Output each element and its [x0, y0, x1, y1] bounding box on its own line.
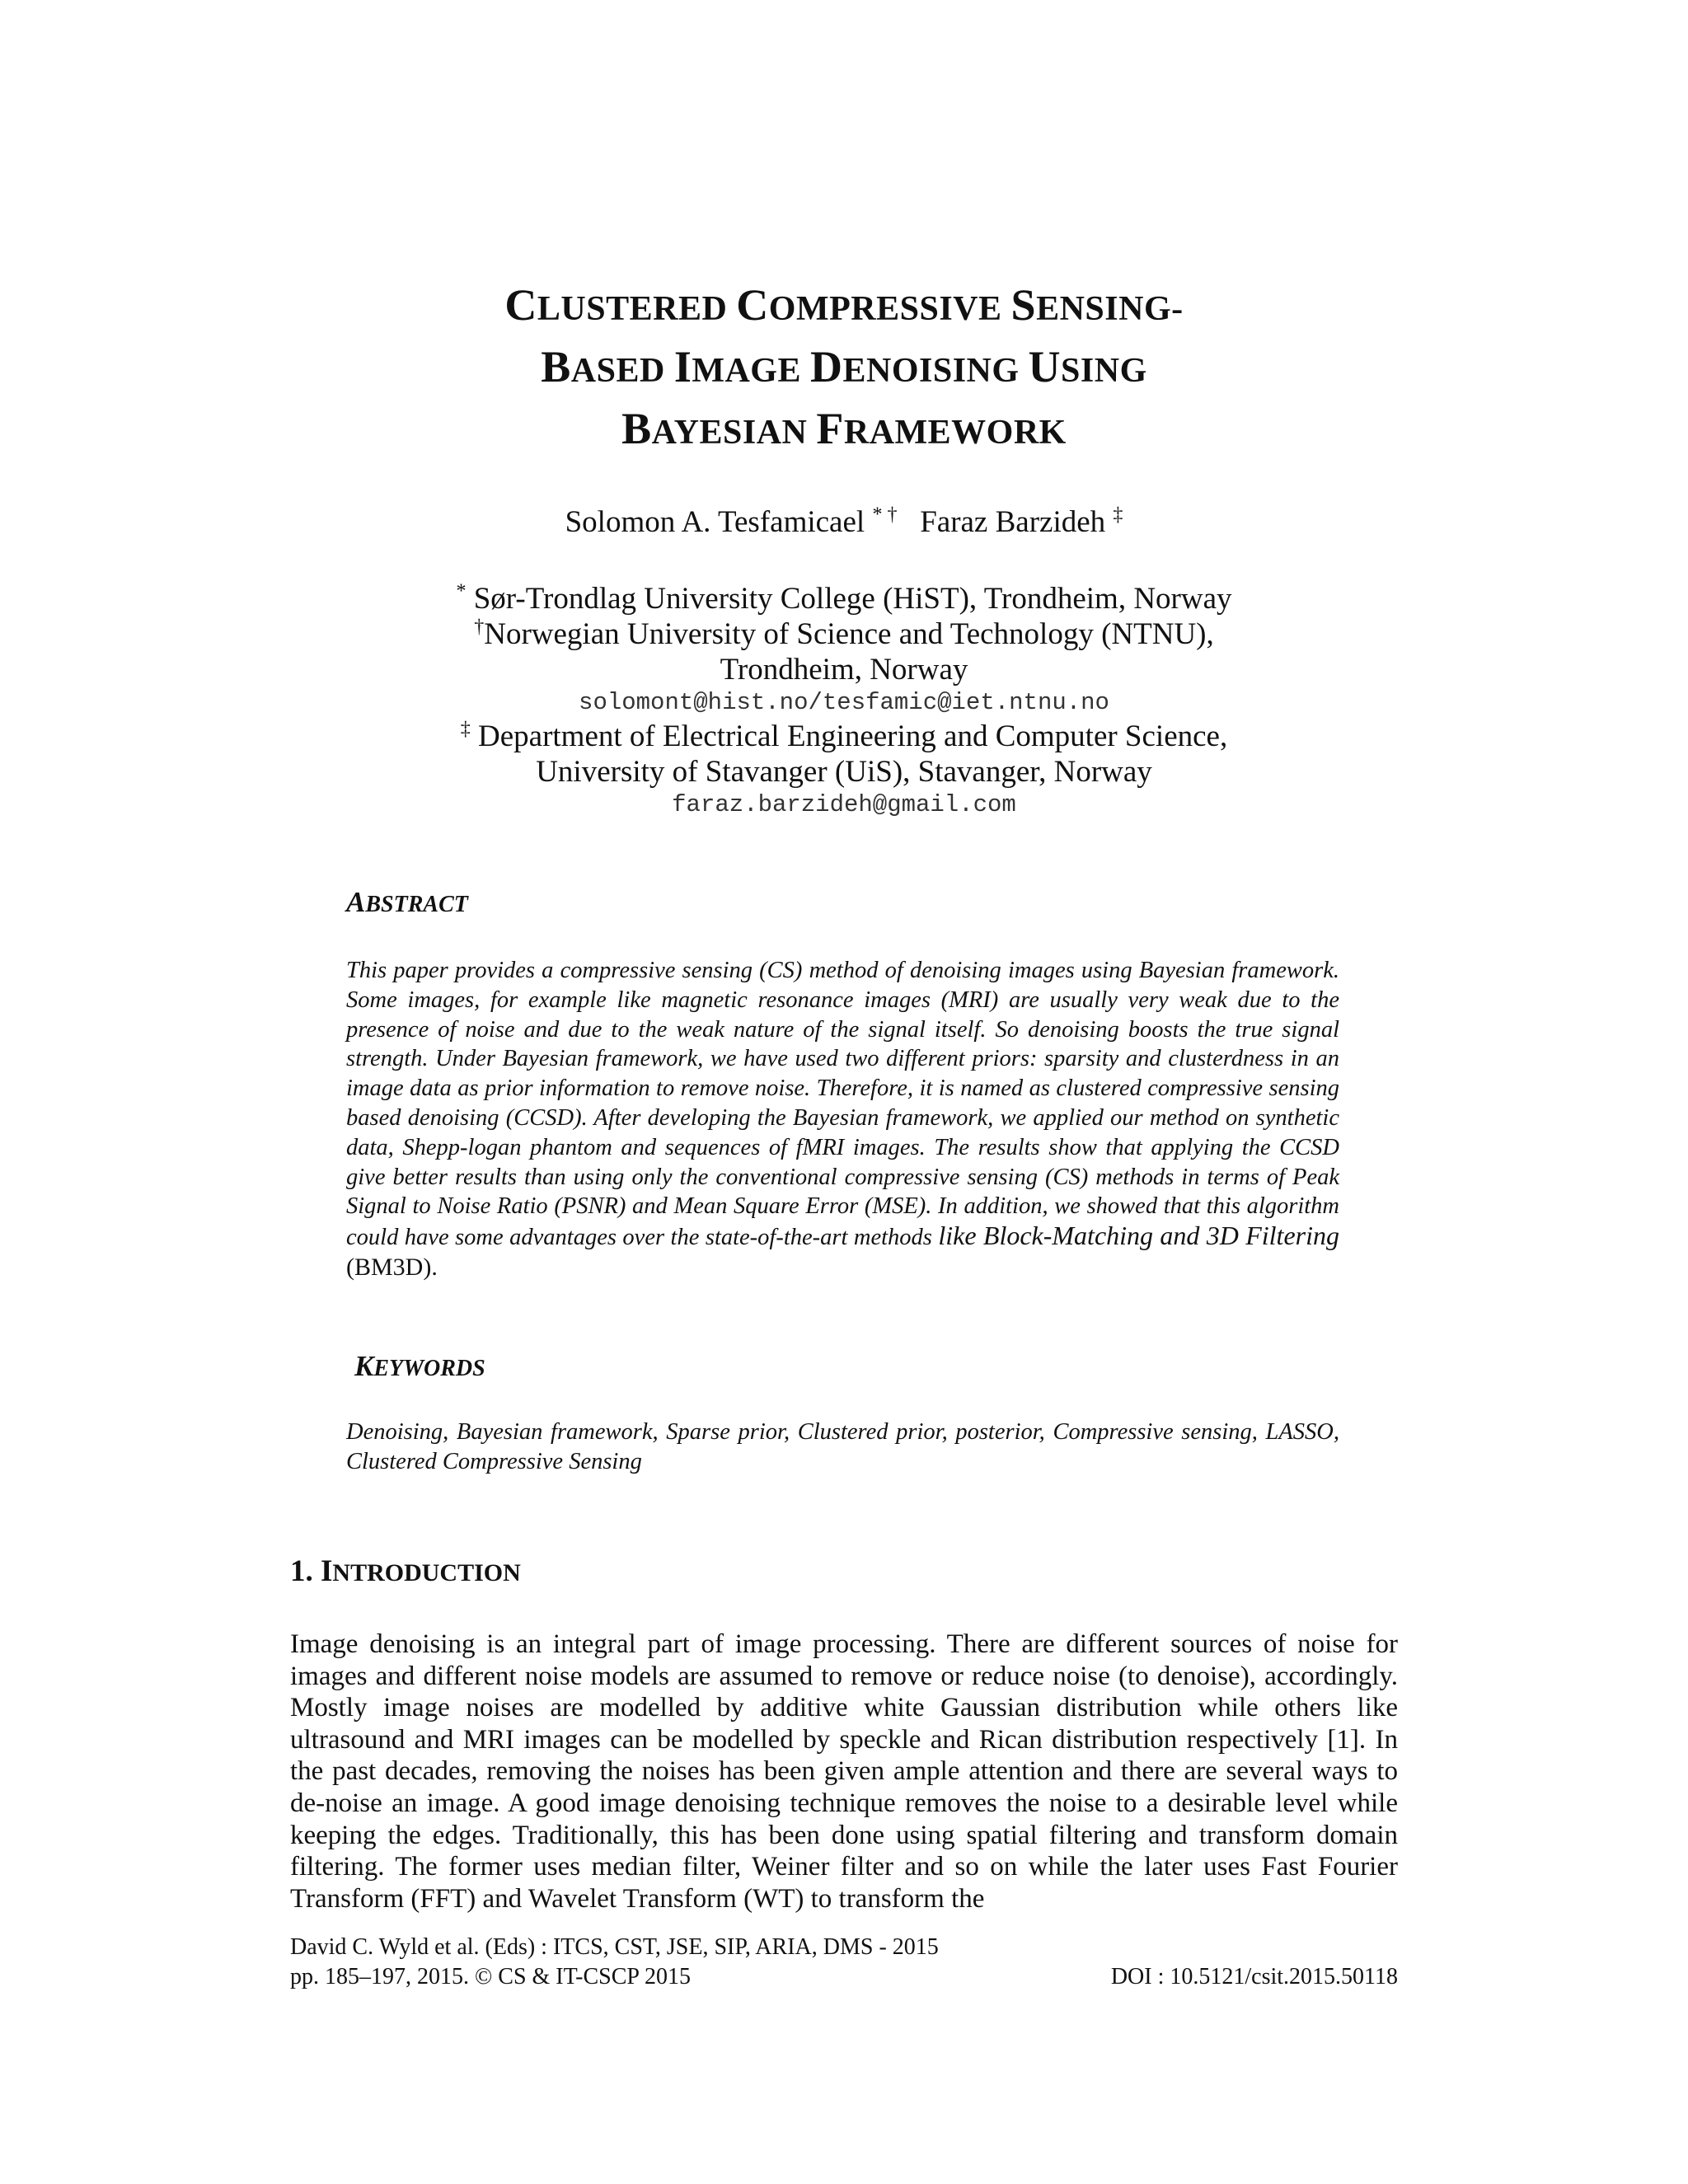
email-link[interactable]: faraz.barzideh@gmail.com: [672, 791, 1016, 818]
title-line-3: BAYESIAN FRAMEWORK: [621, 404, 1067, 453]
title-line-2: BASED IMAGE DENOISING USING: [541, 342, 1147, 391]
introduction-body: Image denoising is an integral part of image processing. There are different sources of noise for images and different noise models are assumed to remove or reduce noise (to denoise), accordingly. Mostly image noises are modelled by additive white Gaussian distribution while others like ultrasound and MRI images can be modelled by speckle and Rican distribution respectively [1]. In the past decades, removing the noises has been given ample attention and there are several ways to de-noise an image. A good image denoising technique removes the noise to a desirable level while keeping the edges. Traditionally, this has been done using spatial filtering and transform domain filtering. The former uses median filter, Weiner filter and so on while the later uses Fast Fourier Transform (FFT) and Wavelet Transform (WT) to transform the: [290, 1629, 1398, 1914]
footer-pages: pp. 185–197, 2015. © CS & IT-CSCP 2015: [290, 1964, 691, 1990]
page-footer: [290, 1933, 1398, 1992]
abstract-heading: ABSTRACT: [346, 886, 468, 918]
affiliation-3-line-2: University of Stavanger (UiS), Stavanger, Norway: [536, 755, 1152, 789]
title-line-1: CLUSTERED COMPRESSIVE SENSING-: [504, 280, 1184, 330]
affiliation-1: * Sør-Trondlag University College (HiST), Trondheim, Norway: [456, 580, 1232, 616]
keywords-heading: KEYWORDS: [354, 1350, 485, 1382]
author-marks: * †: [872, 504, 898, 526]
affiliations: [330, 581, 1358, 821]
email-link[interactable]: solomont@hist.no/tesfamic@iet.ntnu.no: [579, 689, 1109, 716]
section-heading-introduction: 1. INTRODUCTION: [290, 1554, 521, 1588]
paper-title: [288, 276, 1400, 462]
abstract-body: This paper provides a compressive sensing (CS) method of denoising images using Bayesian framework. Some images, for example like magnetic resonance images (MRI) are usually very weak due to the presence of noise and due to the weak nature of the signal itself. So denoising boosts the true signal strength. Under Bayesian framework, we have used two different priors: sparsity and clusterdness in an image data as prior information to remove noise. Therefore, it is named as clustered compressive sensing based denoising (CCSD). After developing the Bayesian framework, we applied our method on synthetic data, Shepp-logan phantom and sequences of fMRI images. The results show that applying the CCSD give better results than using only the conventional compressive sensing (CS) methods in terms of Peak Signal to Noise Ratio (PSNR) and Mean Square Error (MSE). In addition, we showed that this algorithm could have some advantages over the state-of-the-art methods like Block-Matching and 3D Filtering (BM3D).: [346, 958, 1339, 1281]
author-marks: ‡: [1113, 504, 1123, 526]
affiliation-2: †Norwegian University of Science and Technology (NTNU),: [474, 616, 1214, 651]
affiliation-3: ‡ Department of Electrical Engineering and Computer Science,: [460, 718, 1228, 753]
author-name: Faraz Barzideh: [920, 505, 1106, 539]
affiliation-2-city: Trondheim, Norway: [720, 653, 968, 687]
footer-doi[interactable]: DOI : 10.5121/csit.2015.50118: [1110, 1964, 1398, 1990]
author-name: Solomon A. Tesfamicael: [565, 505, 865, 539]
footer-proceedings: David C. Wyld et al. (Eds) : ITCS, CST, JSE, SIP, ARIA, DMS - 2015: [290, 1934, 939, 1960]
author-line: [330, 504, 1358, 540]
keywords-body: Denoising, Bayesian framework, Sparse prior, Clustered prior, posterior, Compressive sensing, LASSO, Clustered Compressive Sensing: [346, 1419, 1339, 1474]
